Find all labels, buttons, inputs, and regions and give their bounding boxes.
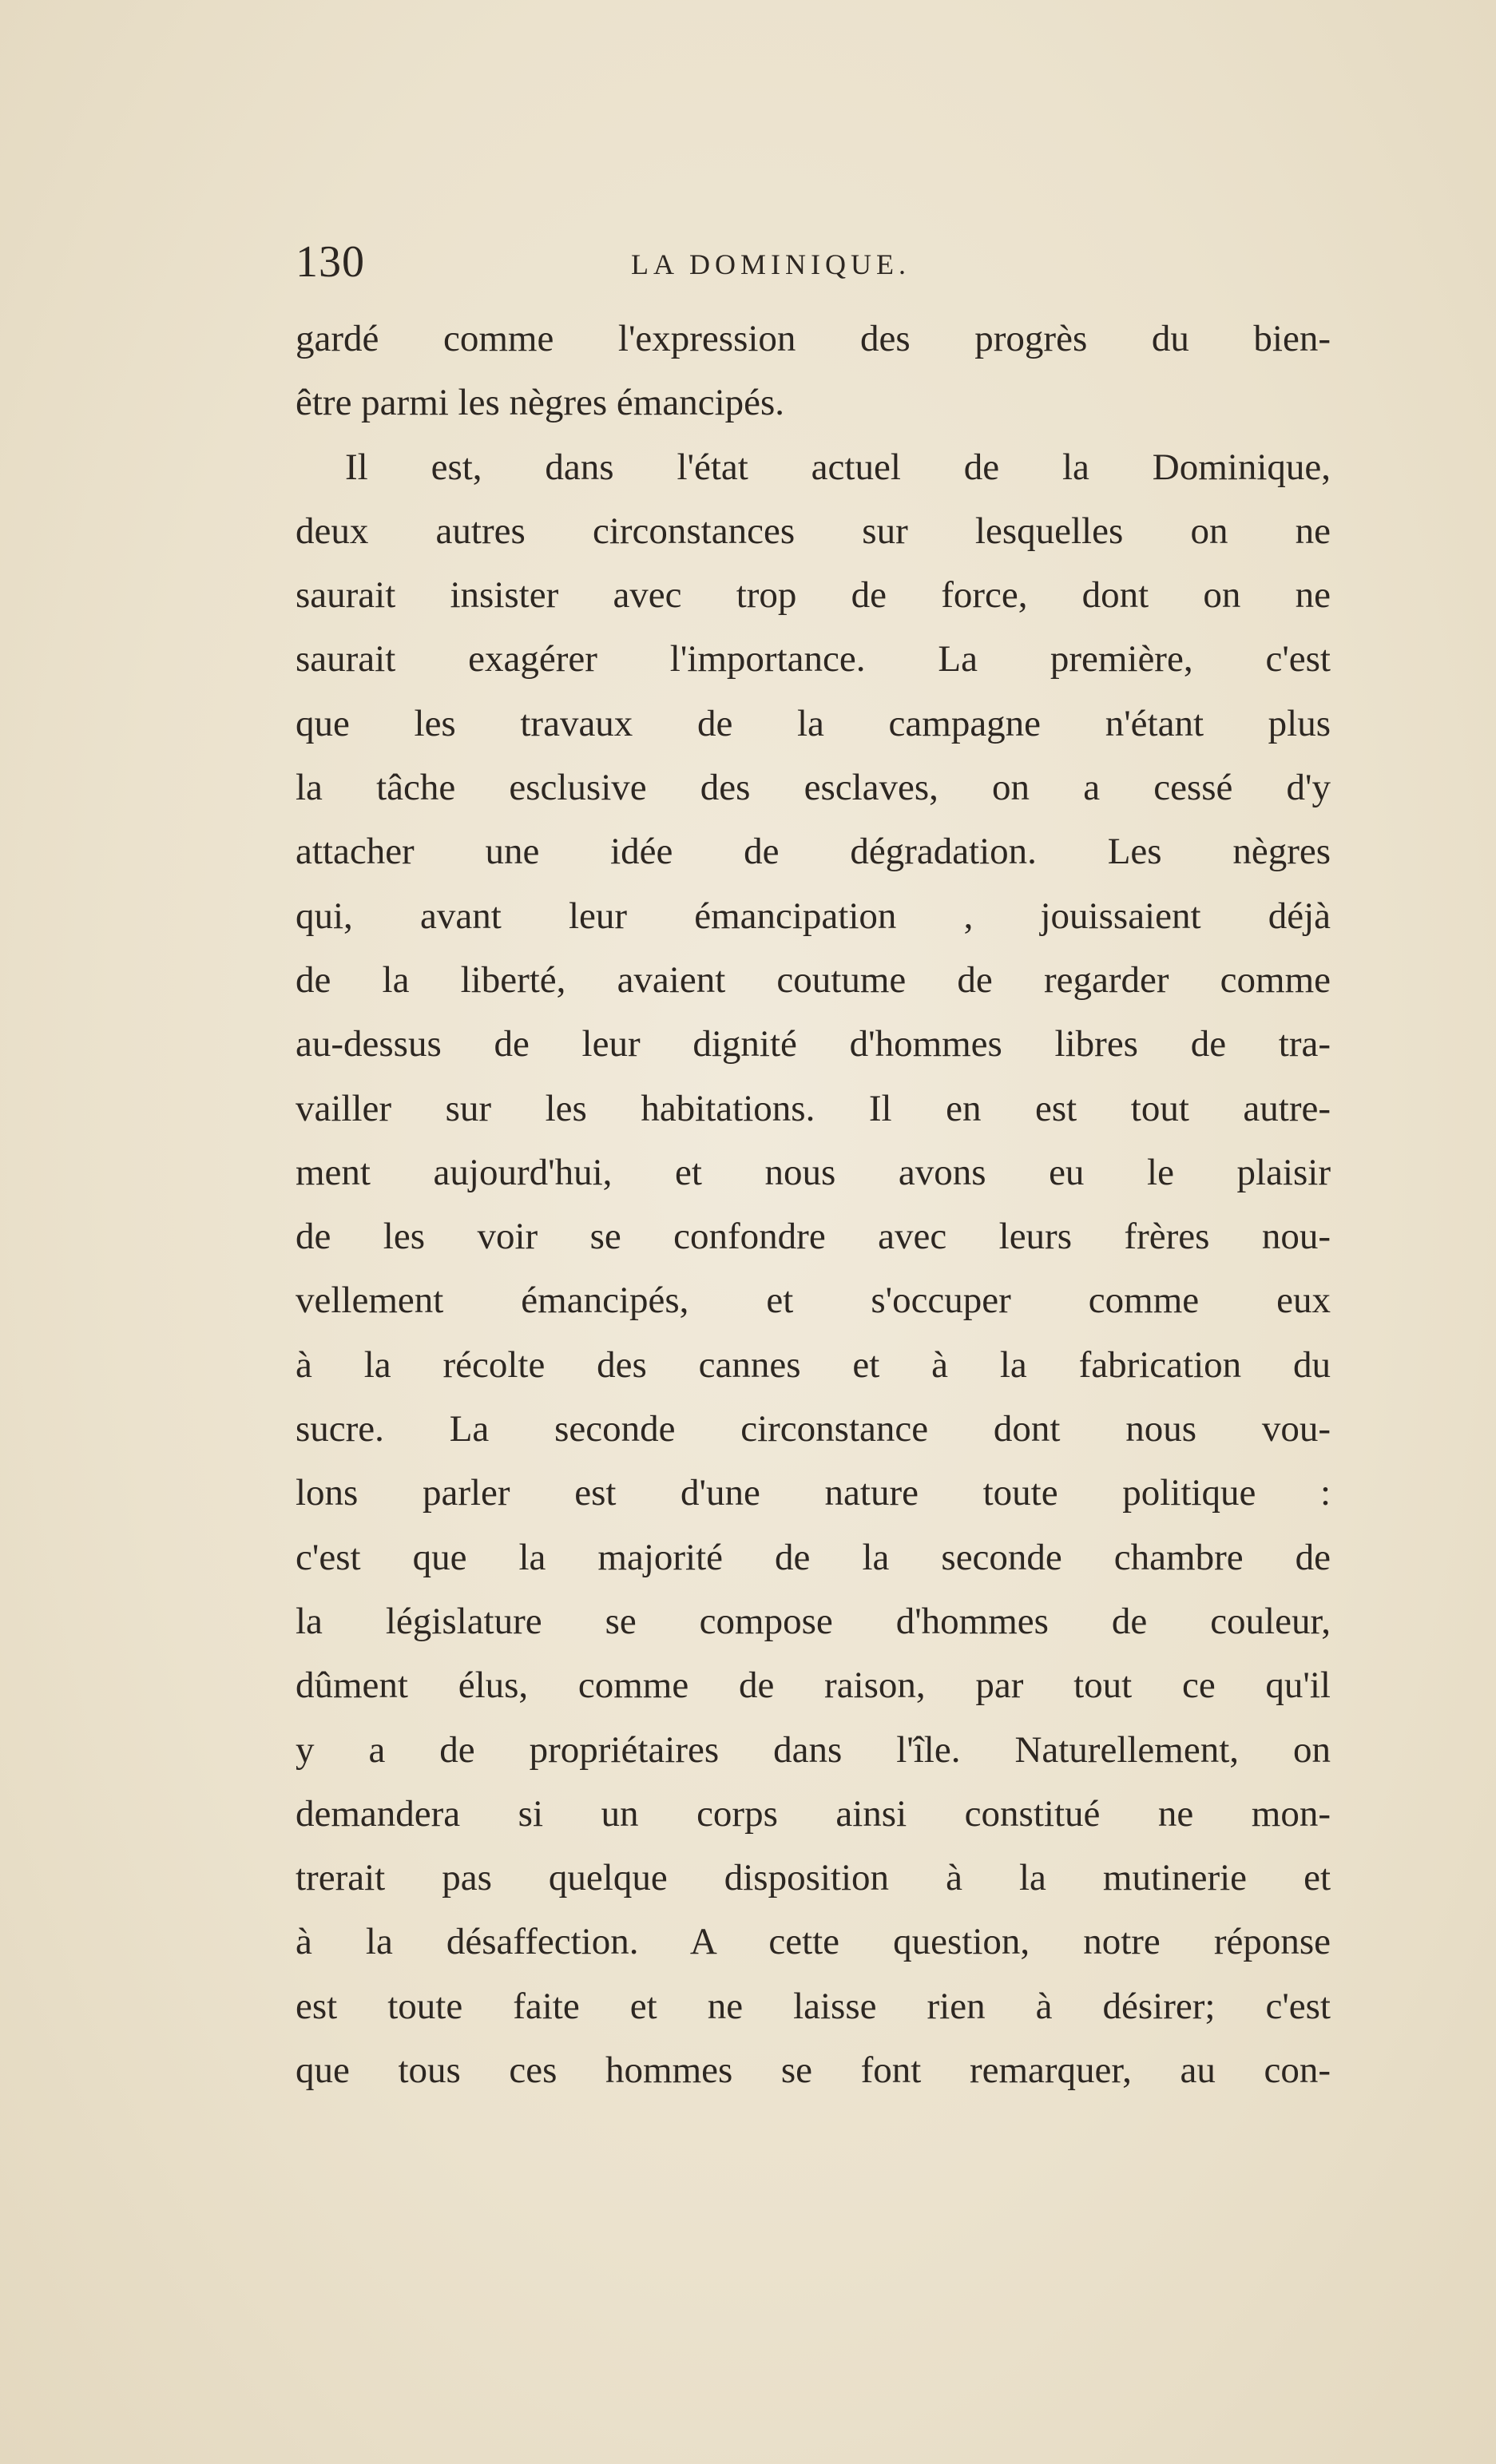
running-title: LA DOMINIQUE.	[631, 248, 911, 280]
text-line: y a de propriétaires dans l'île. Naturellement, on	[296, 1728, 1331, 1771]
text-line: lons parler est d'une nature toute politique :	[296, 1472, 1331, 1514]
running-head	[296, 236, 1331, 300]
text-line: gardé comme l'expression des progrès du bien-	[296, 318, 1331, 359]
text-line: être parmi les nègres émancipés.	[296, 382, 785, 424]
text-line: que tous ces hommes se font remarquer, au con-	[296, 2049, 1331, 2092]
text-line: à la désaffection. A cette question, notre réponse	[296, 1921, 1331, 1963]
text-line: la législature se compose d'hommes de couleur,	[296, 1600, 1331, 1642]
text-line: la tâche esclusive des esclaves, on a cessé d'y	[296, 767, 1331, 809]
text-line: vailler sur les habitations. Il en est tout autre-	[296, 1087, 1331, 1129]
page-number: 130	[296, 237, 365, 287]
text-line: Il est, dans l'état actuel de la Dominique,	[345, 446, 1331, 488]
text-line: de les voir se confondre avec leurs frères nou-	[296, 1216, 1331, 1258]
text-line: attacher une idée de dégradation. Les nègres	[296, 831, 1331, 873]
text-line: trerait pas quelque disposition à la mutinerie et	[296, 1857, 1331, 1899]
text-line: c'est que la majorité de la seconde chambre de	[296, 1536, 1331, 1578]
text-line: deux autres circonstances sur lesquelles on ne	[296, 510, 1331, 552]
text-line: dûment élus, comme de raison, par tout ce qu'il	[296, 1664, 1331, 1707]
body-text	[296, 307, 1331, 2102]
text-line: au-dessus de leur dignité d'hommes libres de tra-	[296, 1023, 1331, 1065]
text-line: que les travaux de la campagne n'étant plus	[296, 702, 1331, 744]
text-line: de la liberté, avaient coutume de regarder comme	[296, 958, 1331, 1001]
text-line: ment aujourd'hui, et nous avons eu le plaisir	[296, 1151, 1331, 1193]
text-line: est toute faite et ne laisse rien à désirer; c'est	[296, 1985, 1331, 2027]
text-line: à la récolte des cannes et à la fabrication du	[296, 1343, 1331, 1386]
text-line: vellement émancipés, et s'occuper comme eux	[296, 1280, 1331, 1322]
text-line: demandera si un corps ainsi constitué ne mon-	[296, 1792, 1331, 1835]
text-line: saurait exagérer l'importance. La première, c'est	[296, 638, 1331, 680]
text-line: saurait insister avec trop de force, dont on ne	[296, 574, 1331, 617]
text-line: sucre. La seconde circonstance dont nous vou-	[296, 1408, 1331, 1450]
text-line: qui, avant leur émancipation , jouissaient déjà	[296, 895, 1331, 937]
